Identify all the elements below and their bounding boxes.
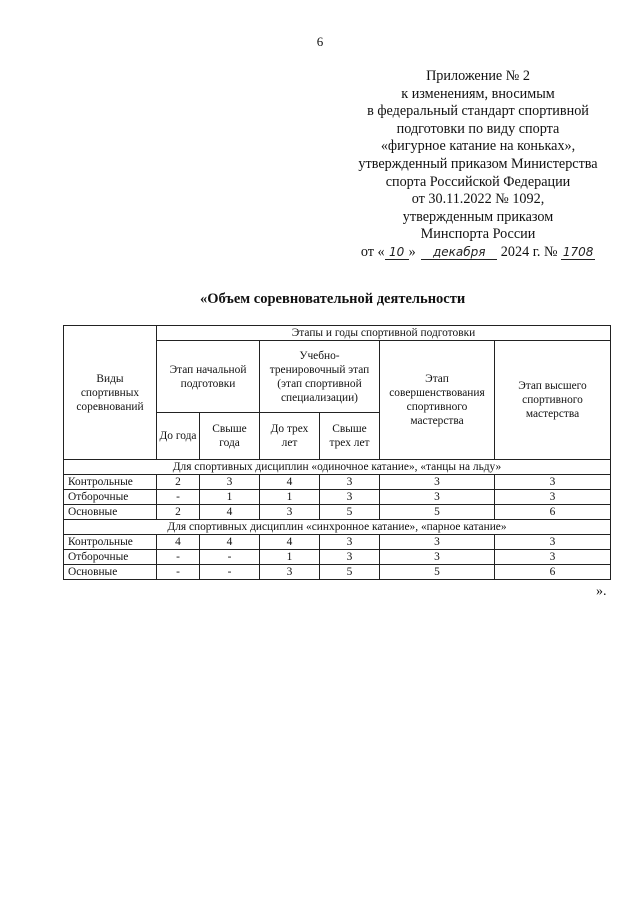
approval-line: в федеральный стандарт спортивной — [367, 103, 589, 120]
table-cell: 3 — [495, 490, 611, 505]
table-cell: - — [157, 490, 200, 505]
table-row — [64, 550, 611, 565]
header-stage-improvement: Этап совершенствования спортивного мастерства — [380, 341, 495, 460]
approval-date-line — [338, 244, 618, 262]
table-row — [64, 565, 611, 580]
table-cell: 6 — [495, 565, 611, 580]
table-cell: 3 — [320, 490, 380, 505]
table-cell: 3 — [320, 475, 380, 490]
approval-line: «фигурное катание на коньках», — [380, 138, 576, 155]
approval-line: от 30.11.2022 № 1092, — [411, 191, 545, 208]
table-cell: 3 — [260, 505, 320, 520]
group-title-row — [64, 520, 611, 535]
table-cell: 4 — [200, 505, 260, 520]
header-stage-higher: Этап высшего спортивного мастерства — [495, 341, 611, 460]
table-cell: 5 — [320, 565, 380, 580]
table-cell: 3 — [320, 550, 380, 565]
table-cell: 3 — [380, 475, 495, 490]
table-cell: - — [157, 550, 200, 565]
page-number: 6 — [316, 34, 324, 49]
table-cell: 4 — [157, 535, 200, 550]
row-label: Контрольные — [64, 475, 157, 490]
table-cell: 3 — [495, 550, 611, 565]
subheader-over-year: Свыше года — [200, 413, 260, 460]
table-cell: 2 — [157, 475, 200, 490]
row-label: Отборочные — [64, 490, 157, 505]
table-cell: - — [200, 565, 260, 580]
table-cell: 5 — [320, 505, 380, 520]
competition-volume-table — [63, 325, 611, 580]
handwritten-order-number: 1708 — [562, 244, 594, 259]
table-row — [64, 535, 611, 550]
subheader-over-three-years: Свыше трех лет — [320, 413, 380, 460]
table-cell: 4 — [260, 475, 320, 490]
approval-block — [338, 68, 618, 262]
table-cell: 1 — [260, 550, 320, 565]
table-row — [64, 505, 611, 520]
approval-line: Приложение № 2 — [426, 68, 530, 84]
subheader-upto-year: До года — [157, 413, 200, 460]
table-header-row — [64, 326, 611, 341]
table-cell: 6 — [495, 505, 611, 520]
table-cell: 3 — [380, 490, 495, 505]
date-year: 2024 г. № — [500, 243, 558, 260]
document-title: «Объем соревновательной деятельности — [200, 291, 466, 307]
table-cell: 3 — [380, 535, 495, 550]
subheader-upto-three-years: До трех лет — [260, 413, 320, 460]
table-cell: 5 — [380, 565, 495, 580]
table-row — [64, 490, 611, 505]
table-cell: 5 — [380, 505, 495, 520]
table-cell: 1 — [200, 490, 260, 505]
approval-line: Минспорта России — [420, 226, 536, 243]
table-cell: 1 — [260, 490, 320, 505]
table-cell: 3 — [495, 535, 611, 550]
table-cell: 3 — [320, 535, 380, 550]
table-row — [64, 475, 611, 490]
table-cell: 4 — [260, 535, 320, 550]
closing-quote: ». — [596, 584, 607, 599]
approval-line: спорта Российской Федерации — [385, 173, 571, 190]
table-cell: - — [157, 565, 200, 580]
row-label: Основные — [64, 505, 157, 520]
table-cell: 3 — [260, 565, 320, 580]
handwritten-day: 10 — [385, 245, 409, 260]
table-cell: 2 — [157, 505, 200, 520]
table-cell: 3 — [200, 475, 260, 490]
row-label: Отборочные — [64, 550, 157, 565]
approval-line: утвержденным приказом — [402, 208, 554, 225]
approval-line: утвержденный приказом Министерства — [358, 155, 598, 172]
header-stages: Этапы и годы спортивной подготовки — [157, 326, 611, 341]
date-quote: » — [408, 243, 416, 260]
header-stage-training: Учебно-тренировочный этап (этап спортивной специализации) — [260, 341, 380, 413]
approval-line: подготовки по виду спорта — [396, 120, 560, 137]
header-competition-types: Виды спортивных соревнований — [64, 326, 157, 460]
table-cell: - — [200, 550, 260, 565]
table-cell: 3 — [495, 475, 611, 490]
handwritten-month: декабря — [421, 245, 497, 260]
group-title-row — [64, 460, 611, 475]
table-cell: 3 — [380, 550, 495, 565]
table-cell: 4 — [200, 535, 260, 550]
group-title: Для спортивных дисциплин «одиночное катание», «танцы на льду» — [64, 460, 611, 475]
approval-line: к изменениям, вносимым — [401, 85, 555, 102]
group-title: Для спортивных дисциплин «синхронное катание», «парное катание» — [64, 520, 611, 535]
row-label: Основные — [64, 565, 157, 580]
header-stage-initial: Этап начальной подготовки — [157, 341, 260, 413]
row-label: Контрольные — [64, 535, 157, 550]
date-prefix: от « — [360, 243, 385, 260]
